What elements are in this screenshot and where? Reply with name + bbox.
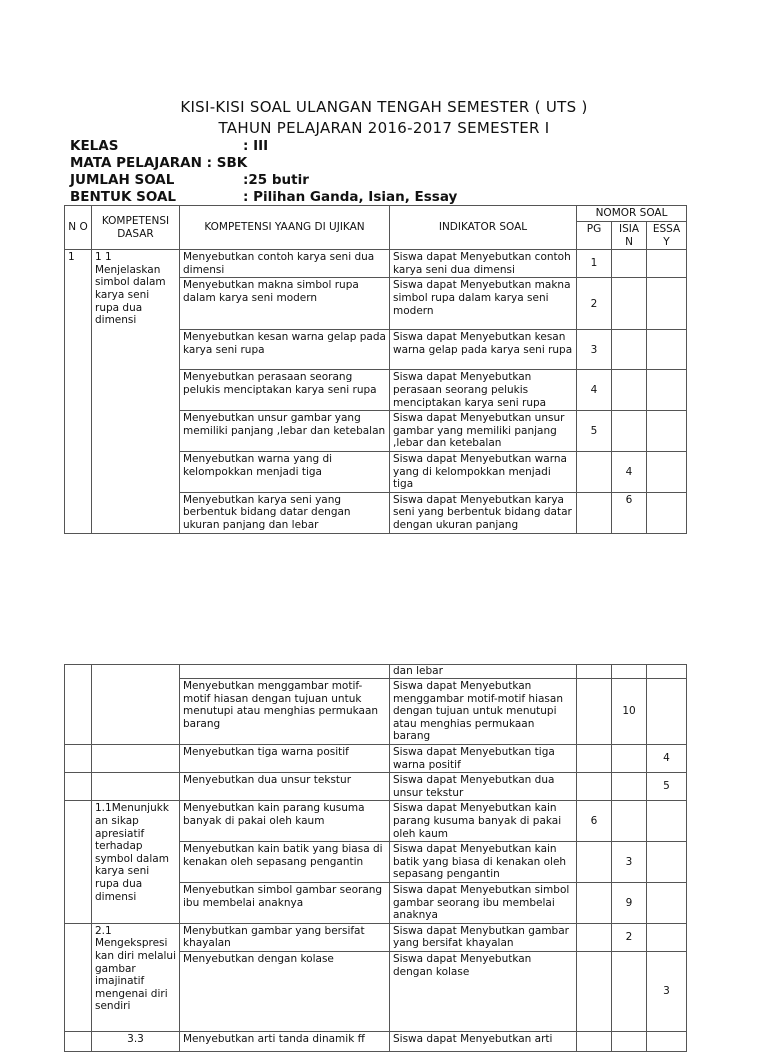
essay-cell: 4: [647, 745, 687, 773]
header-isian: ISIA N: [612, 222, 647, 250]
document-title: KISI-KISI SOAL ULANGAN TENGAH SEMESTER ( UTS ): [180, 98, 588, 116]
kompetensi-cell: Menyebutkan tiga warna positif: [180, 745, 390, 773]
essay-cell: [647, 842, 687, 883]
isian-cell: [612, 951, 647, 1031]
row-number: [65, 923, 92, 1031]
table-row: [65, 1031, 687, 1051]
pg-cell: [577, 923, 612, 951]
kelas-value: : III: [243, 138, 269, 154]
indikator-cell: Siswa dapat Menyebutkan menggambar motif-motif hiasan dengan tujuan untuk menutupi atau menghias permukaan barang: [390, 679, 577, 745]
isian-cell: [612, 1031, 647, 1051]
indikator-cell: Siswa dapat Menyebutkan perasaan seorang pelukis menciptakan karya seni rupa: [390, 370, 577, 411]
indikator-cell: Siswa dapat Menyebutkan kain parang kusuma banyak di pakai oleh kaum: [390, 801, 577, 842]
kompetensi-cell: Menyebutkan kain batik yang biasa di kenakan oleh sepasang pengantin: [180, 842, 390, 883]
essay-cell: [647, 492, 687, 533]
isian-cell: [612, 250, 647, 278]
isian-cell: 10: [612, 679, 647, 745]
pg-cell: [577, 1031, 612, 1051]
essay-cell: [647, 923, 687, 951]
kompetensi-cell: [180, 665, 390, 679]
indikator-cell: Siswa dapat Menyebutkan kesan warna gelap pada karya seni rupa: [390, 330, 577, 370]
kompetensi-dasar-cell: 1 1 Menjelaskan simbol dalam karya seni rupa dua dimensi: [92, 250, 180, 533]
header-essay: ESSA Y: [647, 222, 687, 250]
row-number: [65, 665, 92, 745]
header-pg: PG: [577, 222, 612, 250]
indikator-cell: dan lebar: [390, 665, 577, 679]
kelas-label: KELAS: [70, 138, 119, 154]
pg-cell: [577, 451, 612, 492]
kompetensi-cell: Menyebutkan dua unsur tekstur: [180, 773, 390, 801]
kompetensi-dasar-cell: [92, 745, 180, 773]
essay-cell: [647, 411, 687, 452]
isian-cell: [612, 773, 647, 801]
kompetensi-cell: Menyebutkan kain parang kusuma banyak di pakai oleh kaum: [180, 801, 390, 842]
essay-cell: [647, 679, 687, 745]
kompetensi-cell: Menyebutkan makna simbol rupa dalam karya seni modern: [180, 278, 390, 330]
indikator-cell: Siswa dapat Menyebutkan warna yang di kelompokkan menjadi tiga: [390, 451, 577, 492]
row-number: [65, 1031, 92, 1051]
kompetensi-cell: Menyebutkan simbol gambar seorang ibu membelai anaknya: [180, 882, 390, 923]
kompetensi-cell: Menyebutkan warna yang di kelompokkan menjadi tiga: [180, 451, 390, 492]
pg-cell: [577, 773, 612, 801]
mapel-label: MATA PELAJARAN : SBK: [70, 155, 248, 171]
row-number: [65, 773, 92, 801]
essay-cell: [647, 250, 687, 278]
essay-cell: 3: [647, 951, 687, 1031]
isian-cell: [612, 278, 647, 330]
essay-cell: [647, 801, 687, 842]
kisi-table-page-1: [64, 205, 687, 534]
indikator-cell: Siswa dapat Menyebutkan tiga warna positif: [390, 745, 577, 773]
pg-cell: [577, 679, 612, 745]
kompetensi-dasar-cell: 1.1Menunjukk an sikap apresiatif terhadap symbol dalam karya seni rupa dua dimensi: [92, 801, 180, 923]
kompetensi-cell: Menyebutkan perasaan seorang pelukis menciptakan karya seni rupa: [180, 370, 390, 411]
indikator-cell: Siswa dapat Menyebutkan unsur gambar yang memiliki panjang ,lebar dan ketebalan: [390, 411, 577, 452]
essay-cell: 5: [647, 773, 687, 801]
kompetensi-cell: Menyebutkan arti tanda dinamik ff: [180, 1031, 390, 1051]
pg-cell: 6: [577, 801, 612, 842]
header-kompetensi-diujikan: KOMPETENSI YAANG DI UJIKAN: [180, 206, 390, 250]
isian-cell: 4: [612, 451, 647, 492]
pg-cell: 3: [577, 330, 612, 370]
pg-cell: 4: [577, 370, 612, 411]
pg-cell: [577, 842, 612, 883]
isian-cell: [612, 801, 647, 842]
indikator-cell: Siswa dapat Menyebutkan dua unsur tekstur: [390, 773, 577, 801]
table-row: [65, 250, 687, 278]
essay-cell: [647, 1031, 687, 1051]
kompetensi-dasar-cell: 3.3: [92, 1031, 180, 1051]
indikator-cell: Siswa dapat Menyebutkan contoh karya seni dua dimensi: [390, 250, 577, 278]
indikator-cell: Siswa dapat Menyebutkan karya seni yang berbentuk bidang datar dengan ukuran panjang: [390, 492, 577, 533]
pg-cell: [577, 665, 612, 679]
indikator-cell: Siswa dapat Menyebutkan makna simbol rupa dalam karya seni modern: [390, 278, 577, 330]
isian-cell: 2: [612, 923, 647, 951]
header-indikator: INDIKATOR SOAL: [390, 206, 577, 250]
kompetensi-cell: Menyebutkan unsur gambar yang memiliki panjang ,lebar dan ketebalan: [180, 411, 390, 452]
indikator-cell: Siswa dapat Menyebutkan arti: [390, 1031, 577, 1051]
jumlah-label: JUMLAH SOAL: [70, 172, 175, 188]
table-row: [65, 801, 687, 842]
isian-cell: [612, 745, 647, 773]
indikator-cell: Siswa dapat Menybutkan gambar yang bersifat khayalan: [390, 923, 577, 951]
pg-cell: [577, 882, 612, 923]
bentuk-label: BENTUK SOAL: [70, 189, 177, 205]
isian-cell: [612, 665, 647, 679]
isian-cell: [612, 411, 647, 452]
isian-cell: 6: [612, 492, 647, 533]
essay-cell: [647, 665, 687, 679]
isian-cell: 3: [612, 842, 647, 883]
isian-cell: [612, 330, 647, 370]
isian-cell: 9: [612, 882, 647, 923]
table-row: [65, 773, 687, 801]
document-subtitle: TAHUN PELAJARAN 2016-2017 SEMESTER I: [218, 119, 550, 137]
bentuk-value: : Pilihan Ganda, Isian, Essay: [243, 189, 458, 205]
pg-cell: 1: [577, 250, 612, 278]
essay-cell: [647, 882, 687, 923]
table-row: [65, 665, 687, 679]
essay-cell: [647, 451, 687, 492]
row-number: [65, 745, 92, 773]
header-no: N O: [65, 206, 92, 250]
kompetensi-dasar-cell: [92, 773, 180, 801]
header-row: [65, 206, 687, 222]
table-row: [65, 745, 687, 773]
row-number: [65, 801, 92, 923]
pg-cell: [577, 951, 612, 1031]
kompetensi-cell: Menyebutkan contoh karya seni dua dimensi: [180, 250, 390, 278]
pg-cell: 2: [577, 278, 612, 330]
pg-cell: [577, 492, 612, 533]
essay-cell: [647, 278, 687, 330]
indikator-cell: Siswa dapat Menyebutkan simbol gambar seorang ibu membelai anaknya: [390, 882, 577, 923]
kompetensi-cell: Menyebutkan kesan warna gelap pada karya seni rupa: [180, 330, 390, 370]
kompetensi-cell: Menybutkan gambar yang bersifat khayalan: [180, 923, 390, 951]
indikator-cell: Siswa dapat Menyebutkan dengan kolase: [390, 951, 577, 1031]
pg-cell: [577, 745, 612, 773]
essay-cell: [647, 370, 687, 411]
isian-cell: [612, 370, 647, 411]
kompetensi-dasar-cell: [92, 665, 180, 745]
indikator-cell: Siswa dapat Menyebutkan kain batik yang biasa di kenakan oleh sepasang pengantin: [390, 842, 577, 883]
jumlah-value: :25 butir: [243, 172, 309, 188]
header-kompetensi-dasar: KOMPETENSI DASAR: [92, 206, 180, 250]
pg-cell: 5: [577, 411, 612, 452]
kompetensi-cell: Menyebutkan dengan kolase: [180, 951, 390, 1031]
kompetensi-cell: Menyebutkan karya seni yang berbentuk bidang datar dengan ukuran panjang dan lebar: [180, 492, 390, 533]
kisi-table-page-2: [64, 664, 687, 1052]
kompetensi-dasar-cell: 2.1 Mengekspresi kan diri melalui gambar imajinatif mengenai diri sendiri: [92, 923, 180, 1031]
row-number: 1: [65, 250, 92, 533]
table-row: [65, 923, 687, 951]
essay-cell: [647, 330, 687, 370]
header-nomor-soal: NOMOR SOAL: [577, 206, 687, 222]
kompetensi-cell: Menyebutkan menggambar motif-motif hiasan dengan tujuan untuk menutupi atau menghias permukaan barang: [180, 679, 390, 745]
